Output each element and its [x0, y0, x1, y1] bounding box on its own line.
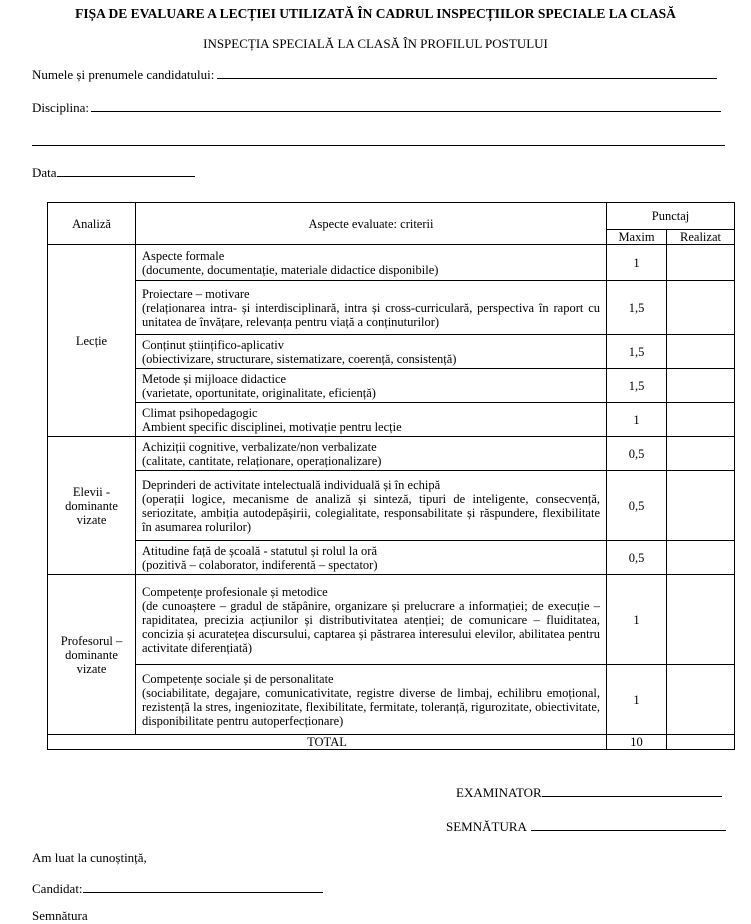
criterion-title: Conținut științifico-aplicativ — [142, 337, 284, 352]
evaluation-table — [47, 202, 735, 750]
criterion-row — [136, 575, 607, 665]
achieved-score-cell[interactable] — [667, 281, 735, 335]
criterion-row — [136, 245, 607, 281]
candidate-name-field[interactable] — [32, 66, 717, 83]
date-label: Data — [32, 165, 57, 180]
candidate-line[interactable] — [83, 880, 323, 893]
achieved-score-cell[interactable] — [667, 575, 735, 665]
signature-line[interactable] — [531, 818, 726, 831]
criterion-row — [136, 541, 607, 575]
achieved-score-cell[interactable] — [667, 665, 735, 735]
criterion-title: Competențe profesionale și metodice — [142, 584, 328, 599]
discipline-label: Disciplina: — [32, 100, 90, 115]
max-score: 1,5 — [607, 335, 667, 369]
discipline-field[interactable] — [32, 99, 721, 116]
criterion-desc: (de cunoaștere – gradul de stăpânire, organizare și prelucrare a informației; de execuție – rapiditatea, precizia acțiunilor și distributivitatea atenției; de comunicare – fluiditatea, concizia și acuratețea discursului, captarea și păstrarea interesului elevilor, abilitatea pentru activitate diferențiată) — [142, 598, 600, 655]
criterion-row — [136, 403, 607, 437]
header-score: Punctaj — [607, 203, 735, 230]
form-title: FIȘA DE EVALUARE A LECȚIEI UTILIZATĂ ÎN CADRUL INSPECȚIILOR SPECIALE LA CLASĂ — [75, 6, 676, 21]
criterion-desc: (operații logice, mecanisme de analiză și sinteză, tipuri de inteligente, consecvență, seriozitate, ambiția autodepășirii, colegialitate, responsabilitate și răspundere, flexibilitate în asumarea rolurilor) — [142, 491, 600, 534]
criterion-desc: (documente, documentație, materiale didactice disponibile) — [142, 262, 439, 277]
candidate-label: Candidat: — [32, 881, 83, 896]
group-teacher: Profesorul – dominante vizate — [48, 575, 136, 735]
examiner-field[interactable] — [456, 784, 722, 801]
criterion-title: Climat psihopedagogic — [142, 405, 258, 420]
max-score: 0,5 — [607, 471, 667, 541]
achieved-score-cell[interactable] — [667, 541, 735, 575]
max-score: 1,5 — [607, 281, 667, 335]
header-analysis: Analiză — [48, 203, 136, 245]
max-score: 1,5 — [607, 369, 667, 403]
criterion-title: Metode și mijloace didactice — [142, 371, 287, 386]
criterion-title: Atitudine față de școală - statutul și rolul la oră — [142, 543, 377, 558]
criterion-desc: (sociabilitate, degajare, comunicativitate, registre diverse de limbaj, echilibru emoțional, rezistență la stres, ingeniozitate, flexibilitate, fermitate, toleranță, rigurozitate, obiectivitate, disponibilitate pentru autoperfecționare) — [142, 685, 600, 728]
max-score: 1 — [607, 665, 667, 735]
total-max: 10 — [607, 735, 667, 750]
criterion-row — [136, 335, 607, 369]
criterion-desc: (pozitivă – colaborator, indiferentă – spectator) — [142, 557, 378, 572]
criterion-row — [136, 665, 607, 735]
examiner-line[interactable] — [542, 784, 722, 797]
achieved-score-cell[interactable] — [667, 471, 735, 541]
criterion-desc: Ambient specific disciplinei, motivație pentru lecție — [142, 419, 402, 434]
max-score: 0,5 — [607, 541, 667, 575]
examiner-label: EXAMINATOR — [456, 785, 542, 800]
signature-field[interactable] — [446, 818, 726, 835]
form-subtitle: INSPECȚIA SPECIALĂ LA CLASĂ ÎN PROFILUL POSTULUI — [203, 36, 548, 51]
achieved-score-cell[interactable] — [667, 335, 735, 369]
criterion-row — [136, 471, 607, 541]
criterion-desc: (calitate, cantitate, relaționare, operaționalizare) — [142, 453, 382, 468]
header-achieved: Realizat — [667, 230, 735, 245]
date-line[interactable] — [57, 164, 195, 177]
total-label: TOTAL — [48, 735, 607, 750]
criterion-title: Aspecte formale — [142, 248, 225, 263]
max-score: 0,5 — [607, 437, 667, 471]
max-score: 1 — [607, 575, 667, 665]
max-score: 1 — [607, 245, 667, 281]
header-criteria: Aspecte evaluate: criterii — [136, 203, 607, 245]
achieved-score-cell[interactable] — [667, 403, 735, 437]
criterion-desc: (relaționarea intra- și interdisciplinară, intra și cross-curriculară, perspectiva în raport cu unitatea de învățare, relevanța pentru viață a conținuturilor) — [142, 300, 600, 329]
criterion-title: Deprinderi de activitate intelectuală individuală și în echipă — [142, 477, 441, 492]
header-max: Maxim — [607, 230, 667, 245]
criterion-row — [136, 281, 607, 335]
signature-label: SEMNĂTURA — [446, 819, 527, 834]
candidate-signature-label: Semnătura — [32, 908, 88, 923]
criterion-title: Proiectare – motivare — [142, 286, 250, 301]
criterion-title: Achiziții cognitive, verbalizate/non verbalizate — [142, 439, 377, 454]
criterion-desc: (obiectivizare, structurare, sistematizare, coerență, consistență) — [142, 351, 457, 366]
candidate-field[interactable] — [32, 880, 323, 897]
achieved-score-cell[interactable] — [667, 245, 735, 281]
achieved-score-cell[interactable] — [667, 369, 735, 403]
max-score: 1 — [607, 403, 667, 437]
criterion-row — [136, 437, 607, 471]
group-lesson: Lecție — [48, 245, 136, 437]
criterion-desc: (varietate, oportunitate, originalitate, eficiență) — [142, 385, 376, 400]
discipline-continuation-line[interactable] — [32, 145, 725, 146]
achieved-score-cell[interactable] — [667, 437, 735, 471]
total-achieved-cell[interactable] — [667, 735, 735, 750]
candidate-name-label: Numele și prenumele candidatului: — [32, 67, 215, 82]
group-students: Elevii - dominante vizate — [48, 437, 136, 575]
candidate-name-line[interactable] — [217, 66, 717, 79]
criterion-title: Competențe sociale și de personalitate — [142, 671, 334, 686]
discipline-line[interactable] — [91, 99, 721, 112]
criterion-row — [136, 369, 607, 403]
acknowledged-text: Am luat la cunoștință, — [32, 850, 147, 865]
date-field[interactable] — [32, 164, 195, 181]
